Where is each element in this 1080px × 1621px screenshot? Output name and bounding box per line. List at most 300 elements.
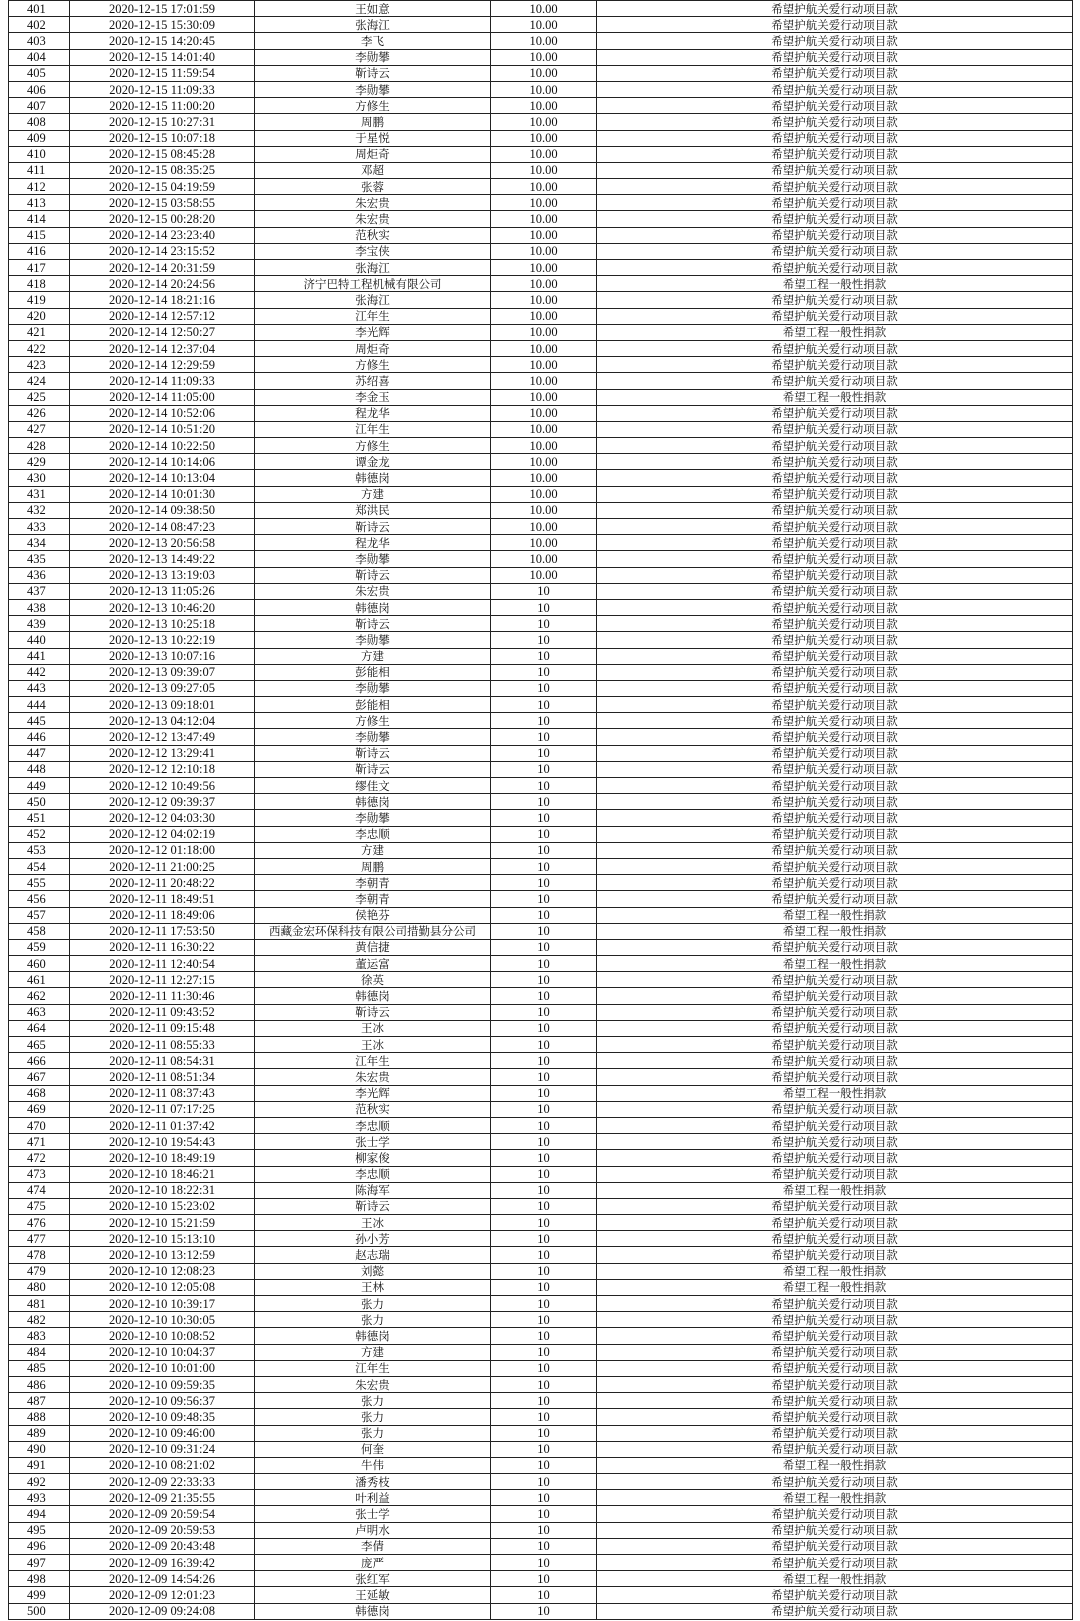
amount-cell: 10	[491, 1587, 597, 1603]
amount-cell: 10.00	[491, 179, 597, 195]
table-row	[9, 1312, 1073, 1328]
donation-type-cell: 希望护航关爱行动项目款	[597, 146, 1073, 162]
donor-name-cell: 程龙华	[255, 405, 491, 421]
amount-cell: 10	[491, 664, 597, 680]
donation-time-cell: 2020-12-09 12:01:23	[70, 1587, 255, 1603]
amount-cell: 10.00	[491, 33, 597, 49]
donation-time-cell: 2020-12-13 11:05:26	[70, 583, 255, 599]
donation-time-cell: 2020-12-12 13:47:49	[70, 729, 255, 745]
donation-type-cell: 希望护航关爱行动项目款	[597, 114, 1073, 130]
row-index-cell: 433	[9, 519, 70, 535]
row-index-cell: 479	[9, 1263, 70, 1279]
donation-time-cell: 2020-12-10 18:46:21	[70, 1166, 255, 1182]
row-index-cell: 423	[9, 357, 70, 373]
row-index-cell: 460	[9, 956, 70, 972]
donor-name-cell: 李忠顺	[255, 1166, 491, 1182]
donor-name-cell: 靳诗云	[255, 745, 491, 761]
donor-name-cell: 侯艳芬	[255, 907, 491, 923]
table-row	[9, 1037, 1073, 1053]
donor-name-cell: 叶利益	[255, 1490, 491, 1506]
table-row	[9, 1117, 1073, 1133]
donation-type-cell: 希望护航关爱行动项目款	[597, 1393, 1073, 1409]
donation-type-cell: 希望护航关爱行动项目款	[597, 1474, 1073, 1490]
row-index-cell: 476	[9, 1215, 70, 1231]
table-row	[9, 1134, 1073, 1150]
donation-time-cell: 2020-12-12 01:18:00	[70, 842, 255, 858]
row-index-cell: 457	[9, 907, 70, 923]
donation-time-cell: 2020-12-11 09:43:52	[70, 1004, 255, 1020]
table-row	[9, 923, 1073, 939]
donation-time-cell: 2020-12-14 10:52:06	[70, 405, 255, 421]
row-index-cell: 445	[9, 713, 70, 729]
donation-type-cell: 希望护航关爱行动项目款	[597, 243, 1073, 259]
donation-type-cell: 希望护航关爱行动项目款	[597, 858, 1073, 874]
amount-cell: 10.00	[491, 98, 597, 114]
table-row	[9, 535, 1073, 551]
donor-name-cell: 李光辉	[255, 324, 491, 340]
donor-name-cell: 朱宏贵	[255, 583, 491, 599]
donation-type-cell: 希望护航关爱行动项目款	[597, 891, 1073, 907]
table-row	[9, 340, 1073, 356]
row-index-cell: 415	[9, 227, 70, 243]
donor-name-cell: 张海江	[255, 17, 491, 33]
table-row	[9, 1344, 1073, 1360]
row-index-cell: 484	[9, 1344, 70, 1360]
donor-name-cell: 范秋实	[255, 227, 491, 243]
donation-type-cell: 希望护航关爱行动项目款	[597, 729, 1073, 745]
table-row	[9, 1263, 1073, 1279]
table-row	[9, 1522, 1073, 1538]
donation-type-cell: 希望护航关爱行动项目款	[597, 1037, 1073, 1053]
amount-cell: 10	[491, 1538, 597, 1554]
row-index-cell: 492	[9, 1474, 70, 1490]
table-row	[9, 486, 1073, 502]
table-row	[9, 1069, 1073, 1085]
donation-type-cell: 希望护航关爱行动项目款	[597, 292, 1073, 308]
donation-time-cell: 2020-12-14 23:15:52	[70, 243, 255, 259]
donor-name-cell: 济宁巴特工程机械有限公司	[255, 276, 491, 292]
donation-type-cell: 希望护航关爱行动项目款	[597, 1069, 1073, 1085]
donation-type-cell: 希望护航关爱行动项目款	[597, 405, 1073, 421]
amount-cell: 10	[491, 988, 597, 1004]
donation-time-cell: 2020-12-15 17:01:59	[70, 1, 255, 17]
table-row	[9, 49, 1073, 65]
donation-type-cell: 希望护航关爱行动项目款	[597, 98, 1073, 114]
amount-cell: 10	[491, 1166, 597, 1182]
amount-cell: 10.00	[491, 502, 597, 518]
row-index-cell: 420	[9, 308, 70, 324]
donor-name-cell: 周鹏	[255, 858, 491, 874]
donation-time-cell: 2020-12-15 11:00:20	[70, 98, 255, 114]
table-row	[9, 1490, 1073, 1506]
donor-name-cell: 刘懿	[255, 1263, 491, 1279]
table-row	[9, 405, 1073, 421]
donation-time-cell: 2020-12-13 10:22:19	[70, 632, 255, 648]
donor-name-cell: 牛伟	[255, 1457, 491, 1473]
donation-type-cell: 希望工程一般性捐款	[597, 1457, 1073, 1473]
row-index-cell: 485	[9, 1360, 70, 1376]
row-index-cell: 496	[9, 1538, 70, 1554]
donation-time-cell: 2020-12-11 18:49:06	[70, 907, 255, 923]
donation-type-cell: 希望护航关爱行动项目款	[597, 130, 1073, 146]
donor-name-cell: 邓超	[255, 162, 491, 178]
row-index-cell: 404	[9, 49, 70, 65]
table-row	[9, 17, 1073, 33]
row-index-cell: 443	[9, 680, 70, 696]
donor-name-cell: 赵志瑞	[255, 1247, 491, 1263]
table-row	[9, 81, 1073, 97]
donor-name-cell: 江年生	[255, 1360, 491, 1376]
amount-cell: 10	[491, 599, 597, 615]
row-index-cell: 419	[9, 292, 70, 308]
donation-time-cell: 2020-12-10 15:13:10	[70, 1231, 255, 1247]
donor-name-cell: 彭能相	[255, 697, 491, 713]
table-row	[9, 1571, 1073, 1587]
row-index-cell: 471	[9, 1134, 70, 1150]
donation-time-cell: 2020-12-15 11:09:33	[70, 81, 255, 97]
table-row	[9, 1360, 1073, 1376]
donation-type-cell: 希望护航关爱行动项目款	[597, 65, 1073, 81]
donation-time-cell: 2020-12-13 10:07:16	[70, 648, 255, 664]
donation-type-cell: 希望护航关爱行动项目款	[597, 308, 1073, 324]
donation-type-cell: 希望护航关爱行动项目款	[597, 1312, 1073, 1328]
amount-cell: 10	[491, 1263, 597, 1279]
donation-type-cell: 希望护航关爱行动项目款	[597, 972, 1073, 988]
amount-cell: 10	[491, 1037, 597, 1053]
table-row	[9, 470, 1073, 486]
table-row	[9, 972, 1073, 988]
table-row	[9, 502, 1073, 518]
amount-cell: 10	[491, 907, 597, 923]
row-index-cell: 446	[9, 729, 70, 745]
donation-time-cell: 2020-12-10 09:31:24	[70, 1441, 255, 1457]
amount-cell: 10	[491, 972, 597, 988]
donation-time-cell: 2020-12-09 20:43:48	[70, 1538, 255, 1554]
row-index-cell: 465	[9, 1037, 70, 1053]
row-index-cell: 449	[9, 778, 70, 794]
donor-name-cell: 卢明水	[255, 1522, 491, 1538]
donation-type-cell: 希望护航关爱行动项目款	[597, 1198, 1073, 1214]
donation-time-cell: 2020-12-15 04:19:59	[70, 179, 255, 195]
donation-time-cell: 2020-12-10 10:30:05	[70, 1312, 255, 1328]
table-row	[9, 956, 1073, 972]
amount-cell: 10.00	[491, 486, 597, 502]
table-row	[9, 875, 1073, 891]
amount-cell: 10	[491, 1571, 597, 1587]
donor-name-cell: 李金玉	[255, 389, 491, 405]
amount-cell: 10	[491, 956, 597, 972]
amount-cell: 10	[491, 1279, 597, 1295]
row-index-cell: 401	[9, 1, 70, 17]
row-index-cell: 411	[9, 162, 70, 178]
donation-time-cell: 2020-12-15 10:27:31	[70, 114, 255, 130]
amount-cell: 10	[491, 1328, 597, 1344]
donation-type-cell: 希望护航关爱行动项目款	[597, 162, 1073, 178]
donation-type-cell: 希望护航关爱行动项目款	[597, 1166, 1073, 1182]
donation-type-cell: 希望护航关爱行动项目款	[597, 1215, 1073, 1231]
row-index-cell: 473	[9, 1166, 70, 1182]
donation-type-cell: 希望护航关爱行动项目款	[597, 1231, 1073, 1247]
donor-name-cell: 李勋攀	[255, 810, 491, 826]
donation-time-cell: 2020-12-15 14:01:40	[70, 49, 255, 65]
table-row	[9, 583, 1073, 599]
donation-time-cell: 2020-12-10 10:01:00	[70, 1360, 255, 1376]
donor-name-cell: 王如意	[255, 1, 491, 17]
row-index-cell: 483	[9, 1328, 70, 1344]
donation-type-cell: 希望护航关爱行动项目款	[597, 810, 1073, 826]
donation-type-cell: 希望工程一般性捐款	[597, 1263, 1073, 1279]
donation-type-cell: 希望护航关爱行动项目款	[597, 632, 1073, 648]
table-row	[9, 1215, 1073, 1231]
table-row	[9, 421, 1073, 437]
amount-cell: 10	[491, 1312, 597, 1328]
donation-time-cell: 2020-12-14 10:51:20	[70, 421, 255, 437]
donation-type-cell: 希望护航关爱行动项目款	[597, 486, 1073, 502]
donor-name-cell: 苏绍喜	[255, 373, 491, 389]
donation-type-cell: 希望护航关爱行动项目款	[597, 33, 1073, 49]
row-index-cell: 422	[9, 340, 70, 356]
table-row	[9, 1020, 1073, 1036]
table-row	[9, 745, 1073, 761]
donation-time-cell: 2020-12-11 12:40:54	[70, 956, 255, 972]
row-index-cell: 416	[9, 243, 70, 259]
table-row	[9, 1457, 1073, 1473]
row-index-cell: 453	[9, 842, 70, 858]
donation-time-cell: 2020-12-13 10:46:20	[70, 599, 255, 615]
donation-type-cell: 希望护航关爱行动项目款	[597, 616, 1073, 632]
donation-time-cell: 2020-12-10 10:08:52	[70, 1328, 255, 1344]
donation-type-cell: 希望护航关爱行动项目款	[597, 438, 1073, 454]
amount-cell: 10	[491, 1555, 597, 1571]
table-row	[9, 292, 1073, 308]
donation-type-cell: 希望护航关爱行动项目款	[597, 1555, 1073, 1571]
row-index-cell: 469	[9, 1101, 70, 1117]
amount-cell: 10	[491, 1247, 597, 1263]
donation-time-cell: 2020-12-09 16:39:42	[70, 1555, 255, 1571]
table-row	[9, 211, 1073, 227]
amount-cell: 10	[491, 1069, 597, 1085]
table-row	[9, 778, 1073, 794]
table-row	[9, 842, 1073, 858]
table-row	[9, 519, 1073, 535]
amount-cell: 10	[491, 583, 597, 599]
table-row	[9, 729, 1073, 745]
row-index-cell: 442	[9, 664, 70, 680]
donor-name-cell: 潘秀枝	[255, 1474, 491, 1490]
donation-type-cell: 希望护航关爱行动项目款	[597, 421, 1073, 437]
row-index-cell: 414	[9, 211, 70, 227]
donor-name-cell: 方修生	[255, 357, 491, 373]
table-row	[9, 1409, 1073, 1425]
row-index-cell: 427	[9, 421, 70, 437]
row-index-cell: 472	[9, 1150, 70, 1166]
donation-type-cell: 希望护航关爱行动项目款	[597, 1538, 1073, 1554]
table-row	[9, 130, 1073, 146]
donor-name-cell: 王冰	[255, 1215, 491, 1231]
table-row	[9, 1182, 1073, 1198]
row-index-cell: 464	[9, 1020, 70, 1036]
donation-time-cell: 2020-12-10 19:54:43	[70, 1134, 255, 1150]
table-row	[9, 1004, 1073, 1020]
donation-type-cell: 希望工程一般性捐款	[597, 276, 1073, 292]
table-row	[9, 1376, 1073, 1392]
table-row	[9, 794, 1073, 810]
donation-time-cell: 2020-12-13 13:19:03	[70, 567, 255, 583]
donation-type-cell: 希望护航关爱行动项目款	[597, 567, 1073, 583]
donation-time-cell: 2020-12-14 20:31:59	[70, 260, 255, 276]
row-index-cell: 439	[9, 616, 70, 632]
donor-name-cell: 靳诗云	[255, 1004, 491, 1020]
row-index-cell: 431	[9, 486, 70, 502]
donation-time-cell: 2020-12-14 11:09:33	[70, 373, 255, 389]
row-index-cell: 482	[9, 1312, 70, 1328]
table-row	[9, 276, 1073, 292]
donation-type-cell: 希望护航关爱行动项目款	[597, 227, 1073, 243]
donation-time-cell: 2020-12-10 13:12:59	[70, 1247, 255, 1263]
table-row	[9, 616, 1073, 632]
row-index-cell: 403	[9, 33, 70, 49]
table-row	[9, 65, 1073, 81]
donation-type-cell: 希望护航关爱行动项目款	[597, 1506, 1073, 1522]
table-row	[9, 551, 1073, 567]
amount-cell: 10	[491, 778, 597, 794]
amount-cell: 10.00	[491, 373, 597, 389]
donation-time-cell: 2020-12-09 20:59:53	[70, 1522, 255, 1538]
table-row	[9, 1425, 1073, 1441]
amount-cell: 10.00	[491, 340, 597, 356]
donor-name-cell: 方修生	[255, 98, 491, 114]
donation-type-cell: 希望工程一般性捐款	[597, 324, 1073, 340]
donation-time-cell: 2020-12-14 12:50:27	[70, 324, 255, 340]
donation-time-cell: 2020-12-11 18:49:51	[70, 891, 255, 907]
donor-name-cell: 李勋攀	[255, 49, 491, 65]
donation-time-cell: 2020-12-13 09:39:07	[70, 664, 255, 680]
donor-name-cell: 张力	[255, 1409, 491, 1425]
donation-type-cell: 希望护航关爱行动项目款	[597, 1522, 1073, 1538]
donation-type-cell: 希望工程一般性捐款	[597, 1085, 1073, 1101]
donation-type-cell: 希望护航关爱行动项目款	[597, 761, 1073, 777]
donation-type-cell: 希望护航关爱行动项目款	[597, 1117, 1073, 1133]
donation-time-cell: 2020-12-15 15:30:09	[70, 17, 255, 33]
table-row	[9, 1587, 1073, 1603]
donation-table	[8, 0, 1073, 1620]
table-row	[9, 357, 1073, 373]
amount-cell: 10	[491, 1215, 597, 1231]
row-index-cell: 456	[9, 891, 70, 907]
row-index-cell: 491	[9, 1457, 70, 1473]
row-index-cell: 462	[9, 988, 70, 1004]
donor-name-cell: 程龙华	[255, 535, 491, 551]
donor-name-cell: 江年生	[255, 1053, 491, 1069]
table-row	[9, 1328, 1073, 1344]
donation-time-cell: 2020-12-15 14:20:45	[70, 33, 255, 49]
donation-time-cell: 2020-12-14 10:22:50	[70, 438, 255, 454]
amount-cell: 10.00	[491, 1, 597, 17]
amount-cell: 10	[491, 1393, 597, 1409]
donation-type-cell: 希望护航关爱行动项目款	[597, 211, 1073, 227]
donation-time-cell: 2020-12-11 08:55:33	[70, 1037, 255, 1053]
donation-time-cell: 2020-12-10 18:49:19	[70, 1150, 255, 1166]
row-index-cell: 410	[9, 146, 70, 162]
donation-type-cell: 希望护航关爱行动项目款	[597, 1344, 1073, 1360]
row-index-cell: 434	[9, 535, 70, 551]
donor-name-cell: 王延敏	[255, 1587, 491, 1603]
donation-type-cell: 希望护航关爱行动项目款	[597, 454, 1073, 470]
amount-cell: 10.00	[491, 454, 597, 470]
row-index-cell: 495	[9, 1522, 70, 1538]
amount-cell: 10	[491, 697, 597, 713]
row-index-cell: 474	[9, 1182, 70, 1198]
donor-name-cell: 范秋实	[255, 1101, 491, 1117]
table-row	[9, 680, 1073, 696]
donation-time-cell: 2020-12-15 08:35:25	[70, 162, 255, 178]
donation-type-cell: 希望护航关爱行动项目款	[597, 340, 1073, 356]
donation-time-cell: 2020-12-14 09:38:50	[70, 502, 255, 518]
donor-name-cell: 何奎	[255, 1441, 491, 1457]
donor-name-cell: 张力	[255, 1425, 491, 1441]
amount-cell: 10	[491, 1344, 597, 1360]
row-index-cell: 426	[9, 405, 70, 421]
table-row	[9, 195, 1073, 211]
amount-cell: 10.00	[491, 195, 597, 211]
donation-time-cell: 2020-12-12 04:03:30	[70, 810, 255, 826]
row-index-cell: 440	[9, 632, 70, 648]
table-row	[9, 1393, 1073, 1409]
table-row	[9, 1555, 1073, 1571]
donation-type-cell: 希望护航关爱行动项目款	[597, 648, 1073, 664]
donation-time-cell: 2020-12-14 12:29:59	[70, 357, 255, 373]
table-row	[9, 1166, 1073, 1182]
amount-cell: 10	[491, 1231, 597, 1247]
donation-type-cell: 希望护航关爱行动项目款	[597, 1053, 1073, 1069]
donation-time-cell: 2020-12-13 20:56:58	[70, 535, 255, 551]
row-index-cell: 408	[9, 114, 70, 130]
donation-type-cell: 希望护航关爱行动项目款	[597, 502, 1073, 518]
table-row	[9, 1296, 1073, 1312]
table-row	[9, 179, 1073, 195]
donation-type-cell: 希望护航关爱行动项目款	[597, 1296, 1073, 1312]
donation-type-cell: 希望护航关爱行动项目款	[597, 17, 1073, 33]
donation-type-cell: 希望护航关爱行动项目款	[597, 551, 1073, 567]
donation-type-cell: 希望护航关爱行动项目款	[597, 680, 1073, 696]
table-row	[9, 891, 1073, 907]
table-row	[9, 1, 1073, 17]
donation-type-cell: 希望护航关爱行动项目款	[597, 826, 1073, 842]
table-row	[9, 858, 1073, 874]
donation-type-cell: 希望护航关爱行动项目款	[597, 697, 1073, 713]
donation-time-cell: 2020-12-14 08:47:23	[70, 519, 255, 535]
donor-name-cell: 周鹏	[255, 114, 491, 130]
donation-time-cell: 2020-12-10 12:08:23	[70, 1263, 255, 1279]
donor-name-cell: 李勋攀	[255, 81, 491, 97]
row-index-cell: 494	[9, 1506, 70, 1522]
donation-time-cell: 2020-12-13 10:25:18	[70, 616, 255, 632]
amount-cell: 10	[491, 713, 597, 729]
donation-time-cell: 2020-12-11 01:37:42	[70, 1117, 255, 1133]
row-index-cell: 448	[9, 761, 70, 777]
amount-cell: 10	[491, 729, 597, 745]
donation-time-cell: 2020-12-09 21:35:55	[70, 1490, 255, 1506]
donation-type-cell: 希望护航关爱行动项目款	[597, 260, 1073, 276]
amount-cell: 10	[491, 1134, 597, 1150]
amount-cell: 10	[491, 632, 597, 648]
donor-name-cell: 张海江	[255, 292, 491, 308]
row-index-cell: 444	[9, 697, 70, 713]
table-row	[9, 438, 1073, 454]
amount-cell: 10	[491, 1522, 597, 1538]
donation-time-cell: 2020-12-12 12:10:18	[70, 761, 255, 777]
amount-cell: 10	[491, 1117, 597, 1133]
